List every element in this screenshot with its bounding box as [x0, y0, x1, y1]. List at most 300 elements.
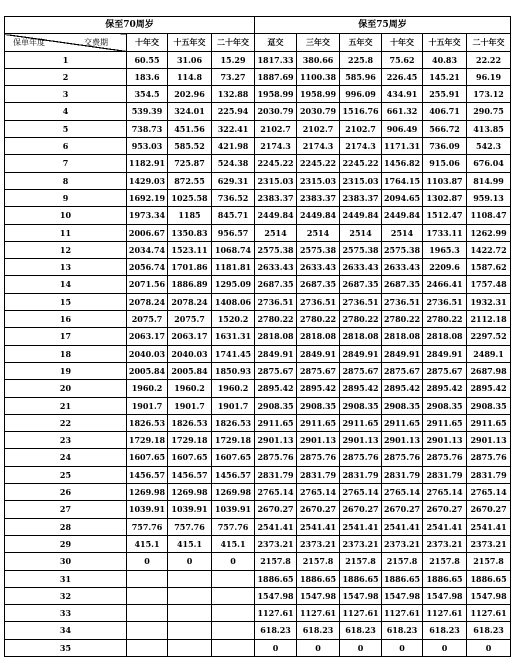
table-cell: 15.29	[212, 51, 255, 68]
policy-year-cell: 12	[5, 241, 127, 258]
table-cell: 434.91	[382, 86, 423, 103]
table-cell: 2911.65	[382, 414, 423, 431]
table-cell	[168, 587, 212, 604]
table-cell: 2174.3	[297, 138, 340, 155]
table-cell: 1103.87	[423, 172, 467, 189]
policy-year-cell: 11	[5, 224, 127, 241]
table-row	[5, 293, 511, 310]
table-cell: 2514	[382, 224, 423, 241]
table-cell: 2383.37	[255, 189, 297, 206]
table-cell: 1729.18	[168, 432, 212, 449]
table-cell: 2875.67	[382, 362, 423, 379]
table-cell: 1127.61	[297, 605, 340, 622]
table-cell: 1456.57	[168, 466, 212, 483]
table-cell: 1973.34	[127, 207, 168, 224]
table-cell: 872.55	[168, 172, 212, 189]
table-cell: 2818.08	[297, 328, 340, 345]
table-row	[5, 68, 511, 85]
table-cell: 1547.98	[423, 587, 467, 604]
table-cell: 2736.51	[255, 293, 297, 310]
table-cell: 2174.3	[340, 138, 382, 155]
table-cell: 2831.79	[467, 466, 511, 483]
table-cell: 1025.58	[168, 189, 212, 206]
table-cell: 2901.13	[255, 432, 297, 449]
table-cell: 2818.08	[340, 328, 382, 345]
table-cell: 2040.03	[127, 345, 168, 362]
table-cell: 2209.6	[423, 259, 467, 276]
table-cell: 2383.37	[340, 189, 382, 206]
table-cell: 1960.2	[212, 380, 255, 397]
table-row	[5, 362, 511, 379]
table-cell: 2687.98	[467, 362, 511, 379]
group-header-70: 保至70周岁	[5, 17, 255, 34]
table-cell: 413.85	[467, 120, 511, 137]
table-cell: 0	[340, 639, 382, 656]
table-cell: 0	[212, 553, 255, 570]
table-cell: 31.06	[168, 51, 212, 68]
table-cell: 2633.43	[340, 259, 382, 276]
table-row	[5, 103, 511, 120]
table-cell	[127, 622, 168, 639]
table-cell: 2373.21	[382, 535, 423, 552]
table-cell: 2908.35	[382, 397, 423, 414]
table-cell: 1408.06	[212, 293, 255, 310]
table-cell: 2541.41	[255, 518, 297, 535]
table-cell: 956.57	[212, 224, 255, 241]
table-cell: 1607.65	[168, 449, 212, 466]
table-cell: 2315.03	[340, 172, 382, 189]
table-cell: 736.52	[212, 189, 255, 206]
table-cell	[212, 622, 255, 639]
table-cell: 2514	[297, 224, 340, 241]
table-cell: 2736.51	[340, 293, 382, 310]
table-cell	[168, 570, 212, 587]
table-row	[5, 570, 511, 587]
table-cell: 2670.27	[382, 501, 423, 518]
policy-year-cell: 30	[5, 553, 127, 570]
table-cell: 1039.91	[127, 501, 168, 518]
table-cell: 618.23	[255, 622, 297, 639]
policy-year-label: 保单年度	[13, 37, 45, 47]
table-cell: 2373.21	[255, 535, 297, 552]
table-cell	[212, 570, 255, 587]
table-cell: 2780.22	[255, 311, 297, 328]
table-cell: 618.23	[340, 622, 382, 639]
table-cell	[212, 605, 255, 622]
table-row	[5, 587, 511, 604]
table-cell: 1607.65	[127, 449, 168, 466]
table-cell: 2078.24	[127, 293, 168, 310]
table-cell: 2063.17	[127, 328, 168, 345]
table-cell: 173.12	[467, 86, 511, 103]
table-row	[5, 155, 511, 172]
table-cell: 380.66	[297, 51, 340, 68]
table-cell: 202.96	[168, 86, 212, 103]
table-cell: 2575.38	[255, 241, 297, 258]
table-cell: 2875.76	[382, 449, 423, 466]
table-cell: 959.13	[467, 189, 511, 206]
table-cell: 1886.65	[340, 570, 382, 587]
table-cell: 1100.38	[297, 68, 340, 85]
table-cell: 2818.08	[423, 328, 467, 345]
table-cell: 2765.14	[255, 484, 297, 501]
table-row	[5, 120, 511, 137]
table-cell: 1886.65	[255, 570, 297, 587]
table-cell: 542.3	[467, 138, 511, 155]
table-cell: 132.88	[212, 86, 255, 103]
table-cell: 736.09	[423, 138, 467, 155]
table-cell: 1039.91	[212, 501, 255, 518]
table-cell: 2005.84	[168, 362, 212, 379]
table-cell: 1547.98	[340, 587, 382, 604]
table-row	[5, 466, 511, 483]
table-cell: 915.06	[423, 155, 467, 172]
table-cell: 415.1	[127, 535, 168, 552]
table-cell: 757.76	[168, 518, 212, 535]
table-cell	[212, 587, 255, 604]
table-cell: 1547.98	[255, 587, 297, 604]
table-cell: 1729.18	[212, 432, 255, 449]
table-cell: 2466.41	[423, 276, 467, 293]
table-cell: 2670.27	[297, 501, 340, 518]
table-cell: 2005.84	[127, 362, 168, 379]
policy-year-cell: 35	[5, 639, 127, 656]
table-cell: 2633.43	[382, 259, 423, 276]
table-row	[5, 86, 511, 103]
policy-year-cell: 32	[5, 587, 127, 604]
table-row	[5, 345, 511, 362]
table-cell	[168, 639, 212, 656]
table-cell: 2102.7	[340, 120, 382, 137]
table-cell: 2736.51	[423, 293, 467, 310]
table-cell: 255.91	[423, 86, 467, 103]
table-cell: 2670.27	[255, 501, 297, 518]
table-cell: 2818.08	[255, 328, 297, 345]
table-cell: 2736.51	[297, 293, 340, 310]
table-cell: 2736.51	[382, 293, 423, 310]
table-cell: 2765.14	[467, 484, 511, 501]
table-row	[5, 172, 511, 189]
table-cell: 2780.22	[423, 311, 467, 328]
table-cell: 1817.33	[255, 51, 297, 68]
table-cell: 2157.8	[255, 553, 297, 570]
table-cell: 2315.03	[255, 172, 297, 189]
table-cell: 2895.42	[467, 380, 511, 397]
table-cell: 1887.69	[255, 68, 297, 85]
table-cell: 2901.13	[297, 432, 340, 449]
table-cell: 1269.98	[212, 484, 255, 501]
table-row	[5, 414, 511, 431]
table-cell: 1302.87	[423, 189, 467, 206]
table-cell: 2849.91	[340, 345, 382, 362]
table-cell: 2373.21	[340, 535, 382, 552]
table-cell: 1886.65	[467, 570, 511, 587]
table-cell: 676.04	[467, 155, 511, 172]
policy-year-cell: 25	[5, 466, 127, 483]
table-cell: 618.23	[382, 622, 423, 639]
table-cell: 1127.61	[255, 605, 297, 622]
table-cell: 2541.41	[382, 518, 423, 535]
table-cell: 2157.8	[297, 553, 340, 570]
table-cell: 0	[423, 639, 467, 656]
table-cell: 2911.65	[467, 414, 511, 431]
table-cell: 406.71	[423, 103, 467, 120]
table-cell: 1701.86	[168, 259, 212, 276]
table-cell: 2034.74	[127, 241, 168, 258]
table-cell: 757.76	[212, 518, 255, 535]
table-body	[5, 17, 511, 657]
table-cell: 2901.13	[467, 432, 511, 449]
table-row	[5, 328, 511, 345]
table-cell: 2908.35	[467, 397, 511, 414]
subheader-70-15yr: 十五年交	[168, 34, 212, 51]
policy-year-cell: 4	[5, 103, 127, 120]
table-cell: 2373.21	[423, 535, 467, 552]
table-cell: 2633.43	[297, 259, 340, 276]
table-cell: 2875.67	[297, 362, 340, 379]
table-row	[5, 241, 511, 258]
table-cell: 2157.8	[423, 553, 467, 570]
table-cell: 1958.99	[297, 86, 340, 103]
table-cell: 2908.35	[297, 397, 340, 414]
table-row	[5, 432, 511, 449]
table-cell	[127, 639, 168, 656]
table-row	[5, 535, 511, 552]
table-cell: 2102.7	[297, 120, 340, 137]
policy-year-cell: 8	[5, 172, 127, 189]
table-cell: 1429.03	[127, 172, 168, 189]
table-cell: 2831.79	[297, 466, 340, 483]
table-cell: 421.98	[212, 138, 255, 155]
table-cell: 1733.11	[423, 224, 467, 241]
table-row	[5, 622, 511, 639]
table-cell: 1741.45	[212, 345, 255, 362]
table-cell: 2075.7	[127, 311, 168, 328]
table-cell: 2849.91	[255, 345, 297, 362]
table-cell: 225.94	[212, 103, 255, 120]
policy-year-cell: 10	[5, 207, 127, 224]
table-cell: 2575.38	[297, 241, 340, 258]
table-cell: 2687.35	[297, 276, 340, 293]
table-cell: 1456.57	[127, 466, 168, 483]
table-cell: 2541.41	[467, 518, 511, 535]
table-cell: 1127.61	[467, 605, 511, 622]
table-cell: 1958.99	[255, 86, 297, 103]
table-cell: 2875.76	[467, 449, 511, 466]
cash-value-table	[4, 16, 511, 657]
table-row	[5, 518, 511, 535]
table-cell: 2541.41	[340, 518, 382, 535]
group-header-row	[5, 17, 511, 34]
table-cell: 2765.14	[423, 484, 467, 501]
table-cell: 1826.53	[212, 414, 255, 431]
table-cell: 1185	[168, 207, 212, 224]
table-cell: 1068.74	[212, 241, 255, 258]
policy-year-cell: 27	[5, 501, 127, 518]
table-cell: 0	[297, 639, 340, 656]
table-cell: 2849.91	[423, 345, 467, 362]
table-cell: 73.27	[212, 68, 255, 85]
policy-year-cell: 17	[5, 328, 127, 345]
group-header-75: 保至75周岁	[255, 17, 511, 34]
table-row	[5, 639, 511, 656]
table-cell: 2765.14	[297, 484, 340, 501]
table-cell: 1350.83	[168, 224, 212, 241]
table-cell: 40.83	[423, 51, 467, 68]
table-cell: 2157.8	[382, 553, 423, 570]
table-cell: 1901.7	[168, 397, 212, 414]
table-cell: 183.6	[127, 68, 168, 85]
table-cell: 2875.76	[297, 449, 340, 466]
table-cell: 1269.98	[168, 484, 212, 501]
table-cell: 1886.89	[168, 276, 212, 293]
table-cell: 618.23	[297, 622, 340, 639]
table-cell: 953.03	[127, 138, 168, 155]
table-cell: 2541.41	[423, 518, 467, 535]
table-cell: 1764.15	[382, 172, 423, 189]
table-cell: 1547.98	[467, 587, 511, 604]
table-cell: 1520.2	[212, 311, 255, 328]
table-cell	[168, 605, 212, 622]
table-row	[5, 259, 511, 276]
table-cell: 2908.35	[340, 397, 382, 414]
table-row	[5, 138, 511, 155]
table-row	[5, 311, 511, 328]
table-cell: 1547.98	[297, 587, 340, 604]
table-cell: 618.23	[467, 622, 511, 639]
table-cell: 1960.2	[127, 380, 168, 397]
table-cell: 225.8	[340, 51, 382, 68]
table-cell: 1607.65	[212, 449, 255, 466]
table-cell: 1965.3	[423, 241, 467, 258]
table-cell: 2575.38	[340, 241, 382, 258]
table-cell	[168, 622, 212, 639]
table-cell: 1269.98	[127, 484, 168, 501]
table-cell: 2875.76	[340, 449, 382, 466]
table-cell: 2489.1	[467, 345, 511, 362]
policy-year-cell: 18	[5, 345, 127, 362]
table-cell	[127, 587, 168, 604]
policy-year-cell: 13	[5, 259, 127, 276]
table-cell: 1901.7	[212, 397, 255, 414]
table-cell	[127, 605, 168, 622]
table-cell: 2895.42	[297, 380, 340, 397]
table-cell: 2541.41	[297, 518, 340, 535]
table-cell: 96.19	[467, 68, 511, 85]
sub-header-row	[5, 34, 511, 51]
table-cell: 2297.52	[467, 328, 511, 345]
table-cell: 1826.53	[168, 414, 212, 431]
table-cell: 22.22	[467, 51, 511, 68]
table-cell: 2449.84	[255, 207, 297, 224]
table-cell: 1886.65	[382, 570, 423, 587]
subheader-75-10yr: 十年交	[382, 34, 423, 51]
table-cell: 2075.7	[168, 311, 212, 328]
table-cell: 2908.35	[423, 397, 467, 414]
table-cell: 661.32	[382, 103, 423, 120]
table-cell: 2849.91	[297, 345, 340, 362]
table-cell: 1826.53	[127, 414, 168, 431]
subheader-70-20yr: 二十年交	[212, 34, 255, 51]
table-cell: 2063.17	[168, 328, 212, 345]
table-cell: 0	[255, 639, 297, 656]
table-cell: 1631.31	[212, 328, 255, 345]
policy-year-cell: 24	[5, 449, 127, 466]
table-cell: 2102.7	[255, 120, 297, 137]
table-cell: 2245.22	[297, 155, 340, 172]
table-row	[5, 484, 511, 501]
table-cell: 2780.22	[297, 311, 340, 328]
table-cell: 1127.61	[340, 605, 382, 622]
table-cell: 2670.27	[340, 501, 382, 518]
table-cell: 0	[127, 553, 168, 570]
policy-year-cell: 9	[5, 189, 127, 206]
policy-year-cell: 31	[5, 570, 127, 587]
table-cell: 2901.13	[340, 432, 382, 449]
table-cell: 2449.84	[382, 207, 423, 224]
table-cell: 1587.62	[467, 259, 511, 276]
table-cell: 1422.72	[467, 241, 511, 258]
table-cell: 2895.42	[382, 380, 423, 397]
table-cell: 2040.03	[168, 345, 212, 362]
table-cell: 1932.31	[467, 293, 511, 310]
table-cell: 2875.67	[423, 362, 467, 379]
table-cell: 738.73	[127, 120, 168, 137]
table-cell: 2911.65	[255, 414, 297, 431]
table-cell: 0	[382, 639, 423, 656]
policy-year-cell: 22	[5, 414, 127, 431]
table-cell: 415.1	[168, 535, 212, 552]
table-cell: 2687.35	[382, 276, 423, 293]
table-cell: 1456.82	[382, 155, 423, 172]
subheader-75-3yr: 三年交	[297, 34, 340, 51]
table-cell: 2245.22	[255, 155, 297, 172]
table-cell: 2449.84	[340, 207, 382, 224]
policy-year-cell: 29	[5, 535, 127, 552]
table-row	[5, 397, 511, 414]
table-cell: 524.38	[212, 155, 255, 172]
table-cell: 1850.93	[212, 362, 255, 379]
payment-period-label: 交费期	[84, 38, 108, 48]
table-cell: 2006.67	[127, 224, 168, 241]
table-cell: 618.23	[423, 622, 467, 639]
table-cell: 2030.79	[297, 103, 340, 120]
table-row	[5, 449, 511, 466]
corner-header-cell	[5, 34, 127, 51]
table-cell: 2078.24	[168, 293, 212, 310]
table-cell: 2245.22	[340, 155, 382, 172]
table-cell: 1181.81	[212, 259, 255, 276]
policy-year-cell: 1	[5, 51, 127, 68]
table-cell: 2112.18	[467, 311, 511, 328]
table-cell: 1547.98	[382, 587, 423, 604]
table-cell: 1729.18	[127, 432, 168, 449]
table-cell: 1295.09	[212, 276, 255, 293]
table-cell: 2765.14	[382, 484, 423, 501]
table-cell: 2373.21	[467, 535, 511, 552]
table-cell: 2849.91	[382, 345, 423, 362]
table-cell: 566.72	[423, 120, 467, 137]
table-cell: 60.55	[127, 51, 168, 68]
table-cell: 1456.57	[212, 466, 255, 483]
table-cell: 1127.61	[382, 605, 423, 622]
table-cell: 1512.47	[423, 207, 467, 224]
table-cell: 2875.67	[340, 362, 382, 379]
table-cell: 2911.65	[297, 414, 340, 431]
table-cell: 226.45	[382, 68, 423, 85]
table-row	[5, 553, 511, 570]
table-cell: 2174.3	[255, 138, 297, 155]
